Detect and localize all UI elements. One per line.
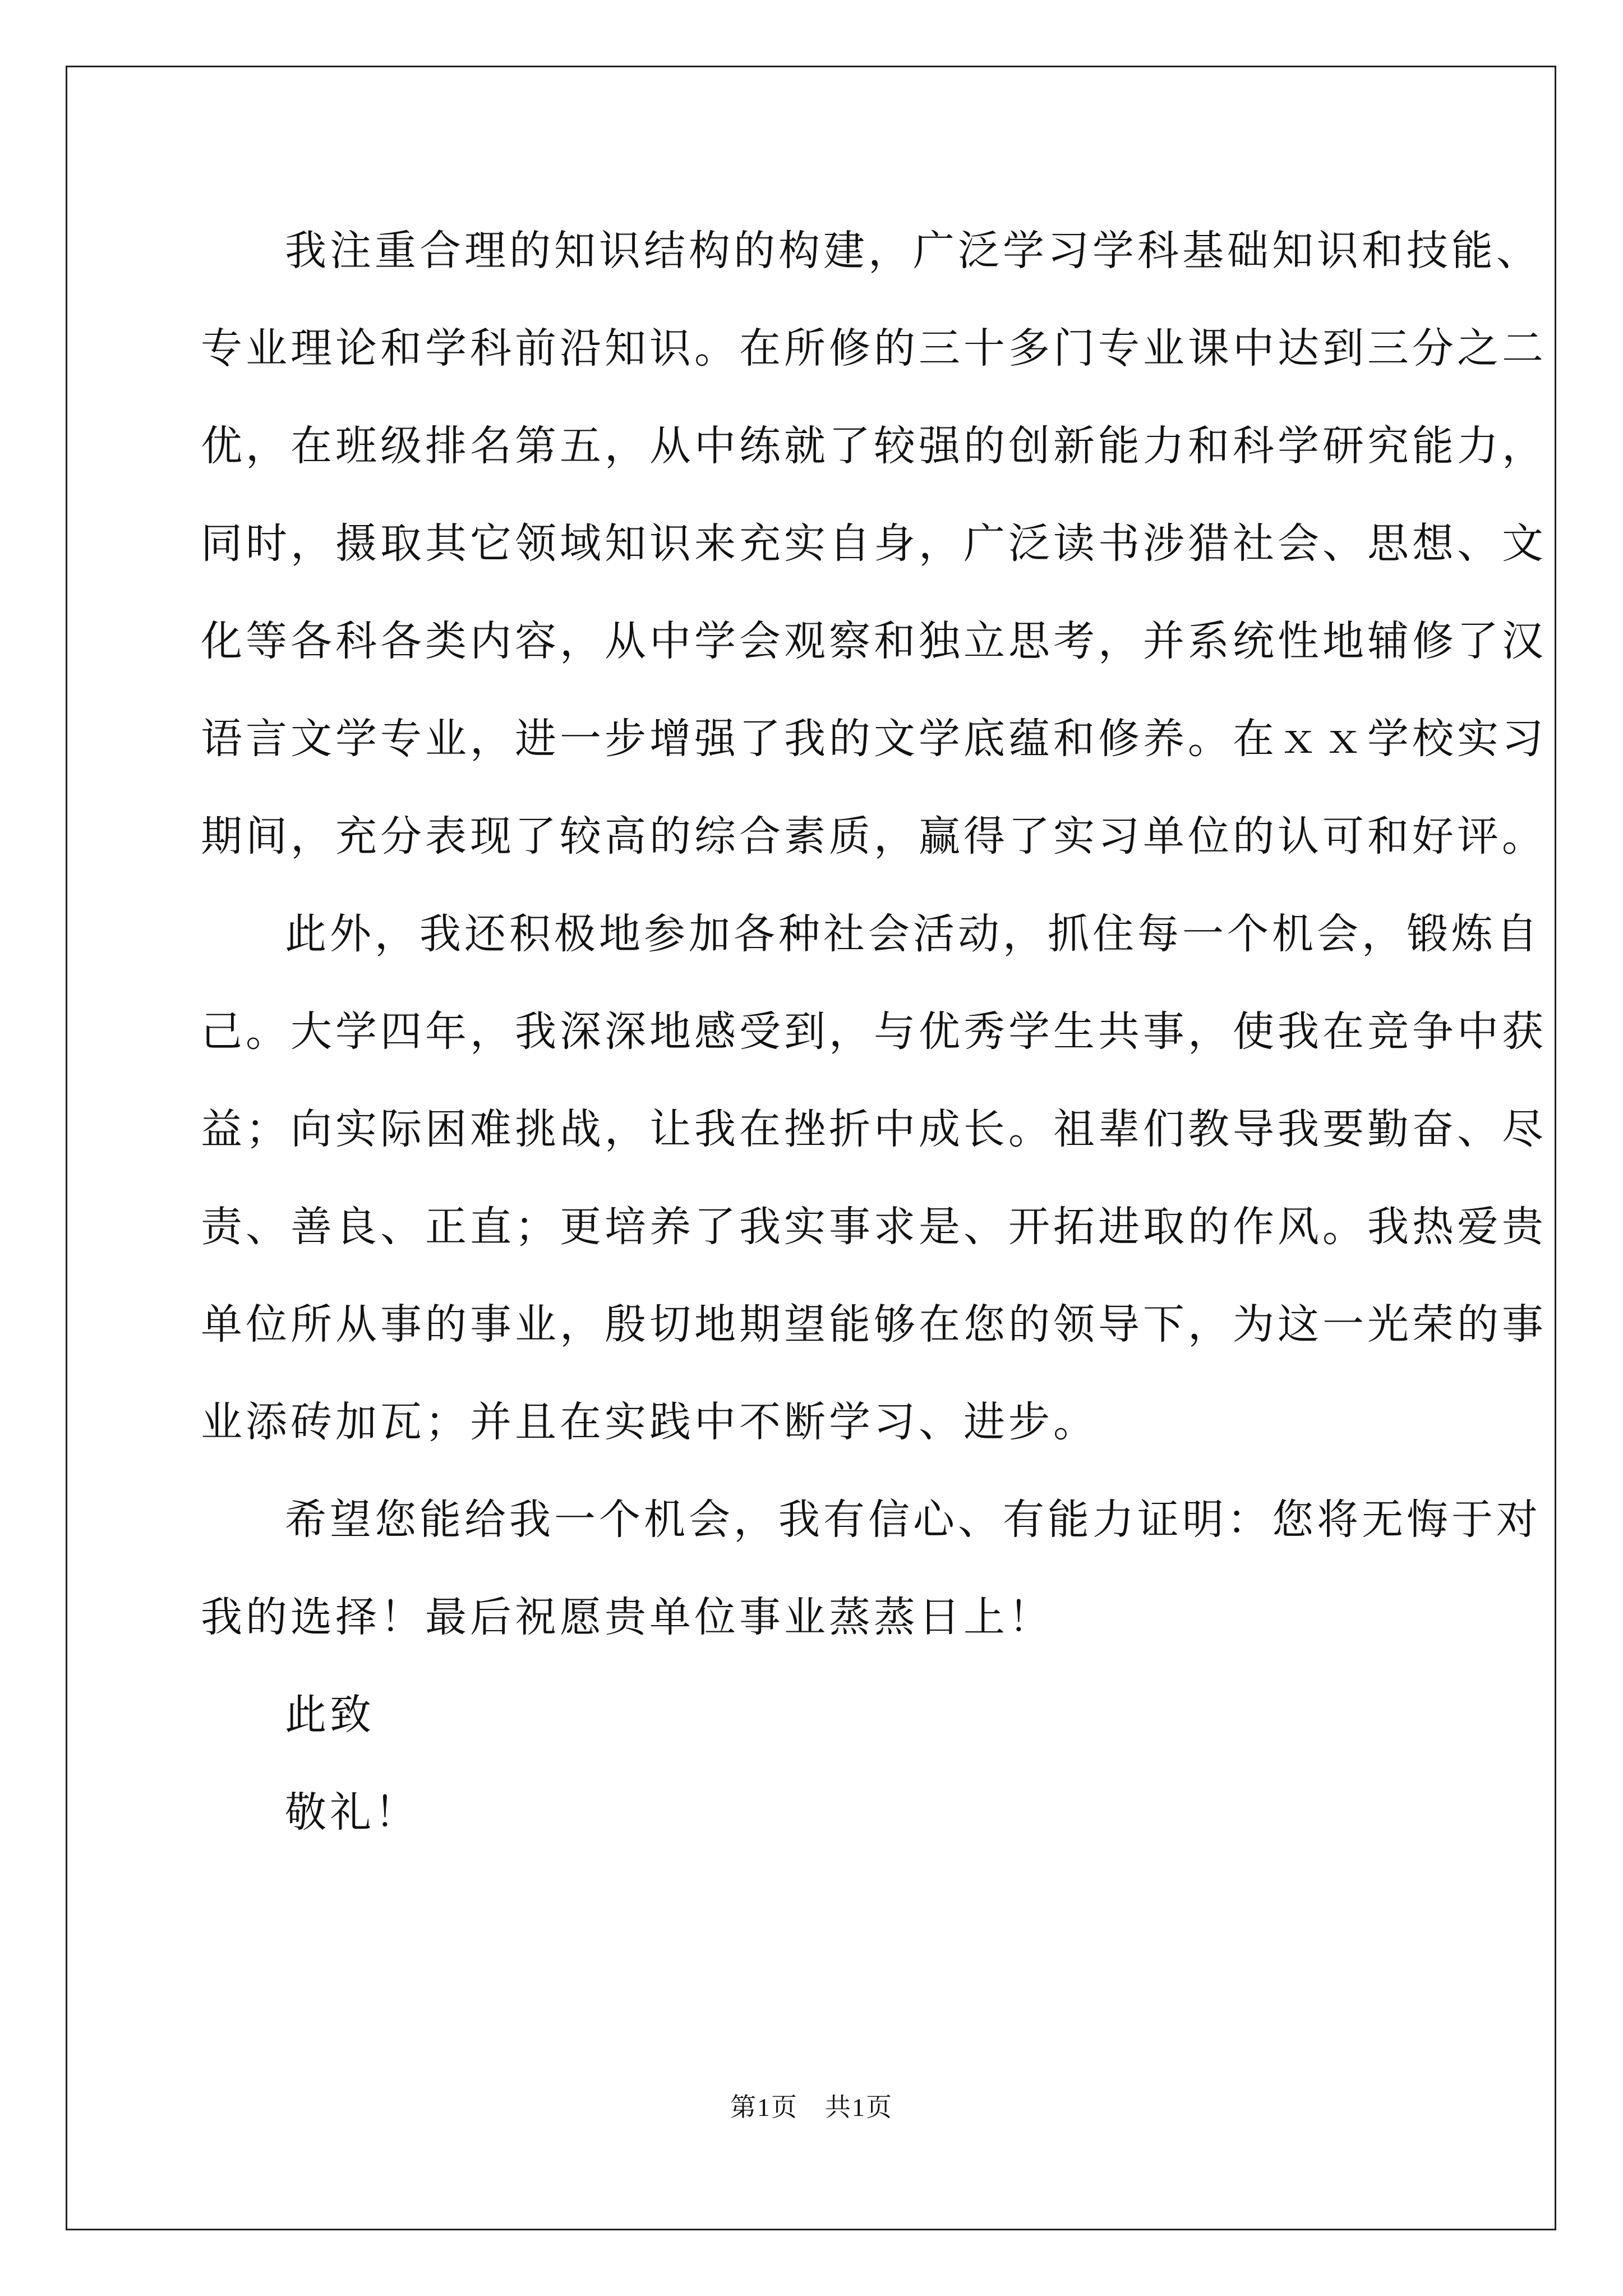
text-line: 我的选择！最后祝愿贵单位事业蒸蒸日上！	[201, 1593, 1053, 1641]
text-line: 业添砖加瓦；并且在实践中不断学习、进步。	[201, 1398, 1098, 1446]
text-line: 期间，充分表现了较高的综合素质，赢得了实习单位的认可和好评。	[201, 812, 1547, 861]
page-number-current: 第1页	[730, 2093, 798, 2122]
text-line: 希望您能给我一个机会，我有信心、有能力证明：您将无悔于对	[285, 1496, 1541, 1544]
page-footer	[0, 2087, 1623, 2124]
closing-regards: 敬礼！	[285, 1788, 419, 1837]
text-line: 单位所从事的事业，殷切地期望能够在您的领导下，为这一光荣的事	[201, 1300, 1547, 1349]
paragraph-2	[201, 885, 1547, 1471]
paragraph-3	[201, 1471, 1541, 1666]
page-number-total: 共1页	[825, 2093, 893, 2122]
text-line: 益；向实际困难挑战，让我在挫折中成长。祖辈们教导我要勤奋、尽	[201, 1105, 1547, 1153]
text-line: 优，在班级排名第五，从中练就了较强的创新能力和科学研究能力，	[201, 422, 1547, 470]
text-line: 语言文学专业，进一步增强了我的文学底蕴和修养。在ｘｘ学校实习	[201, 715, 1547, 763]
text-line: 化等各科各类内容，从中学会观察和独立思考，并系统性地辅修了汉	[201, 617, 1547, 665]
text-line: 己。大学四年，我深深地感受到，与优秀学生共事，使我在竞争中获	[201, 1007, 1547, 1056]
closing-salutation: 此致	[285, 1691, 375, 1739]
paragraph-1	[201, 202, 1547, 885]
text-line: 此外，我还积极地参加各种社会活动，抓住每一个机会，锻炼自	[285, 910, 1541, 958]
text-line: 责、善良、正直；更培养了我实事求是、开拓进取的作风。我热爱贵	[201, 1203, 1547, 1251]
letter-body	[201, 202, 1547, 1861]
text-line: 专业理论和学科前沿知识。在所修的三十多门专业课中达到三分之二	[201, 324, 1547, 372]
text-line: 我注重合理的知识结构的构建，广泛学习学科基础知识和技能、	[285, 227, 1541, 275]
text-line: 同时，摄取其它领域知识来充实自身，广泛读书涉猎社会、思想、文	[201, 519, 1547, 568]
